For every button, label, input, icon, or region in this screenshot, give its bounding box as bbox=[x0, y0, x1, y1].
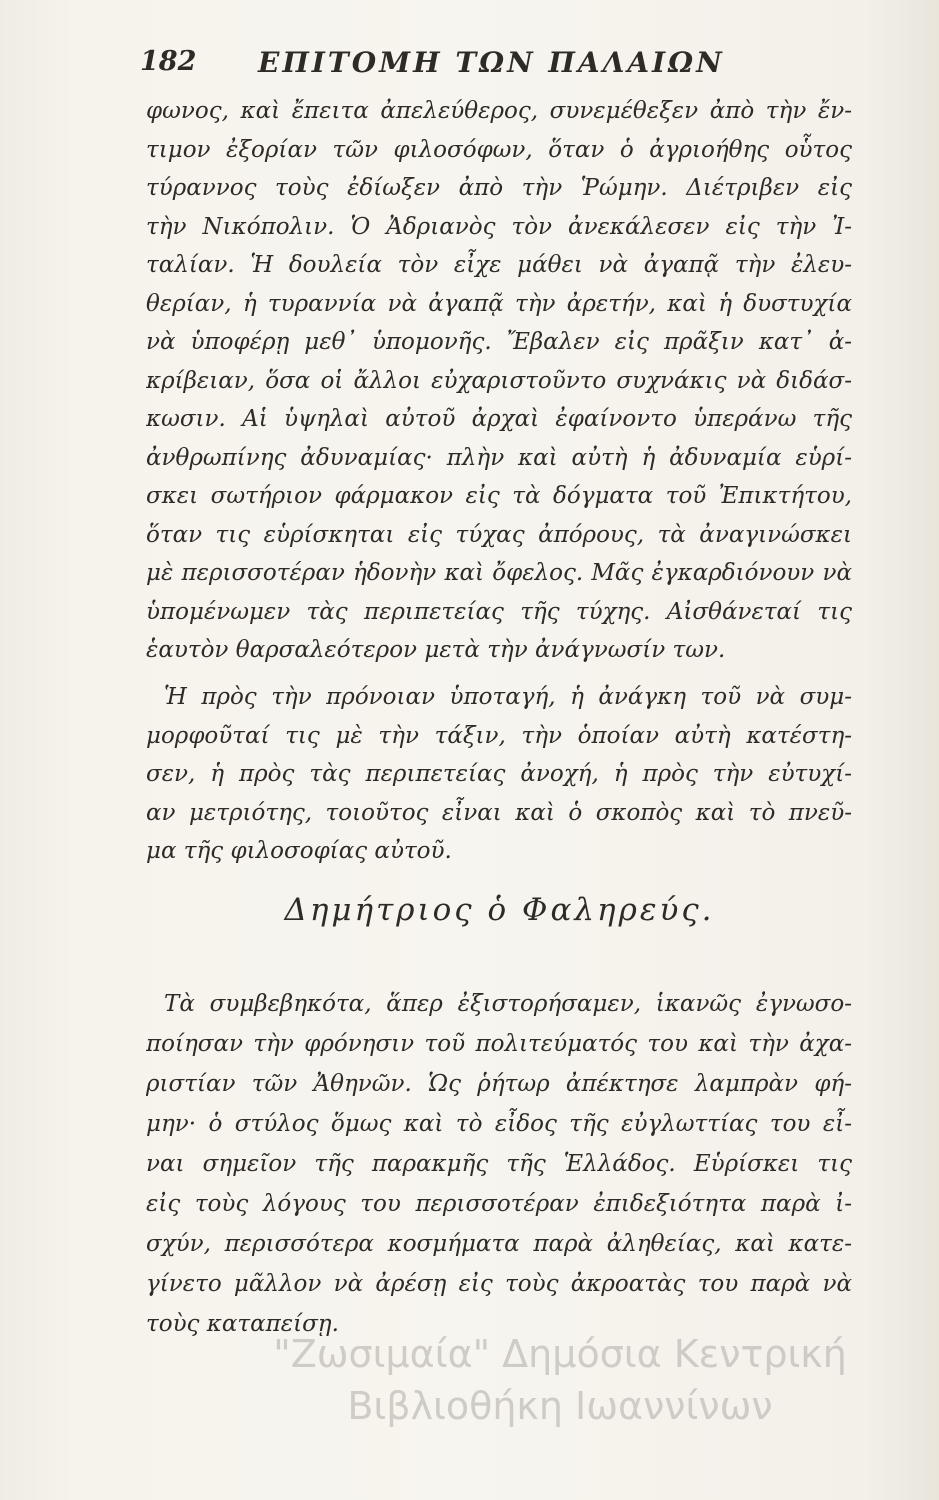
text-line: τύραννος τοὺς ἐδίωξεν ἀπὸ τὴν Ῥώμην. Διέτριβεν εἰς bbox=[146, 175, 852, 201]
section-heading: Δημήτριος ὁ Φαληρεύς. bbox=[284, 892, 715, 928]
text-line: μην· ὁ στύλος ὅμως καὶ τὸ εἶδος τῆς εὐγλωττίας του εἶ- bbox=[146, 1111, 852, 1137]
library-watermark-line-2: Βιβλιοθήκη Ιωαννίνων bbox=[347, 1384, 773, 1428]
paragraph-1 bbox=[146, 92, 852, 670]
text-line: μα τῆς φιλοσοφίας αὐτοῦ. bbox=[146, 838, 452, 864]
text-line: Ἡ πρὸς τὴν πρόνοιαν ὑποταγή, ἡ ἀνάγκη τοῦ νὰ συμ- bbox=[164, 684, 852, 710]
text-line: ὑπομένωμεν τὰς περιπετείας τῆς τύχης. Αἰσθάνεταί τις bbox=[146, 598, 852, 625]
running-title: ΕΠΙΤΟΜΗ ΤΩΝ ΠΑΛΑΙΩΝ bbox=[258, 46, 725, 79]
text-line: ναι σημεῖον τῆς παρακμῆς τῆς Ἑλλάδος. Εὑρίσκει τις bbox=[146, 1151, 852, 1177]
text-line: σεν, ἡ πρὸς τὰς περιπετείας ἀνοχή, ἡ πρὸς τὴν εὐτυχί- bbox=[146, 761, 852, 787]
text-line: γίνετο μᾶλλον νὰ ἀρέσῃ εἰς τοὺς ἀκροατὰς του παρὰ νὰ bbox=[146, 1271, 852, 1297]
text-line: σκει σωτήριον φάρμακον εἰς τὰ δόγματα τοῦ Ἐπικτήτου, bbox=[146, 483, 852, 509]
text-line: κρίβειαν, ὅσα οἱ ἄλλοι εὐχαριστοῦντο συχνάκις νὰ διδάσ- bbox=[146, 367, 852, 394]
text-line: μὲ περισσοτέραν ἡδονὴν καὶ ὄφελος. Μᾶς ἐγκαρδιόνουν νὰ bbox=[146, 560, 852, 586]
text-line: ὅταν τις εὑρίσκηται εἰς τύχας ἀπόρους, τὰ ἀναγινώσκει bbox=[146, 521, 852, 548]
text-line: εἰς τοὺς λόγους του περισσοτέραν ἐπιδεξιότητα παρὰ ἰ- bbox=[146, 1191, 852, 1217]
text-line: Τὰ συμβεβηκότα, ἅπερ ἐξιστορήσαμεν, ἱκανῶς ἐγνωσο- bbox=[164, 991, 852, 1017]
library-watermark-line-1: "Ζωσιμαία" Δημόσια Κεντρική bbox=[273, 1332, 847, 1376]
text-line: νὰ ὑποφέρῃ μεθ᾽ ὑπομονῆς. Ἔβαλεν εἰς πρᾶξιν κατ᾽ ἀ- bbox=[146, 329, 852, 355]
text-line: ἀνθρωπίνης ἀδυναμίας· πλὴν καὶ αὐτὴ ἡ ἀδυναμία εὑρί- bbox=[146, 444, 852, 471]
text-line: σχύν, περισσότερα κοσμήματα παρὰ ἀληθείας, καὶ κατε- bbox=[146, 1231, 852, 1257]
text-line: ριστίαν τῶν Ἀθηνῶν. Ὡς ῥήτωρ ἀπέκτησε λαμπρὰν φή- bbox=[146, 1071, 852, 1097]
text-line: ποίησαν τὴν φρόνησιν τοῦ πολιτεύματός του καὶ τὴν ἀχα- bbox=[146, 1031, 852, 1057]
text-line: θερίαν, ἡ τυραννία νὰ ἀγαπᾷ τὴν ἀρετήν, καὶ ἡ δυστυχία bbox=[146, 290, 852, 317]
page-number: 182 bbox=[140, 46, 197, 77]
paragraph-2 bbox=[146, 678, 852, 871]
text-line: ταλίαν. Ἡ δουλεία τὸν εἶχε μάθει νὰ ἀγαπᾷ τὴν ἐλευ- bbox=[146, 252, 852, 278]
paragraph-3 bbox=[146, 984, 852, 1344]
text-line: ἑαυτὸν θαρσαλεότερον μετὰ τὴν ἀνάγνωσίν των. bbox=[146, 637, 726, 663]
page-header bbox=[140, 46, 840, 86]
text-line: αν μετριότης, τοιοῦτος εἶναι καὶ ὁ σκοπὸς καὶ τὸ πνεῦ- bbox=[146, 799, 852, 826]
text-line: τὴν Νικόπολιν. Ὁ Ἀδριανὸς τὸν ἀνεκάλεσεν εἰς τὴν Ἰ- bbox=[146, 213, 852, 240]
text-line: κωσιν. Αἱ ὑψηλαὶ αὐτοῦ ἀρχαὶ ἐφαίνοντο ὑπεράνω τῆς bbox=[146, 406, 852, 432]
text-line: μορφοῦταί τις μὲ τὴν τάξιν, τὴν ὁποίαν αὐτὴ κατέστη- bbox=[146, 722, 852, 749]
text-line: φωνος, καὶ ἔπειτα ἀπελεύθερος, συνεμέθεξεν ἀπὸ τὴν ἔν- bbox=[146, 98, 852, 124]
text-line: τιμον ἐξορίαν τῶν φιλοσόφων, ὅταν ὁ ἀγριοήθης οὗτος bbox=[146, 136, 852, 163]
text-line: τοὺς καταπείσῃ. bbox=[146, 1311, 339, 1337]
